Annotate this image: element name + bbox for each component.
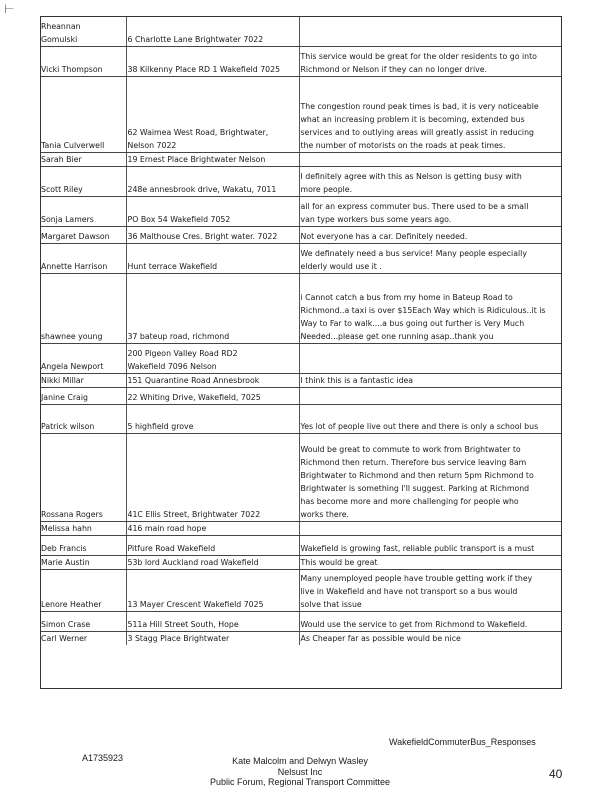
table-row [40,243,562,273]
page-number: 40 [549,767,563,781]
table-row [40,152,562,166]
comment-cell: Many unemployed people have trouble getting work if they live in Wakefield and have not transport so a bus would solve that issue [299,569,562,611]
footer-organisation: Nelsust Inc [277,766,323,777]
respondent-name-cell: Sarah Bier [40,152,126,166]
comment-cell: I definitely agree with this as Nelson is getting busy with more people. [299,166,562,196]
address-cell: 37 bateup road, richmond [126,273,299,343]
comment-cell: Yes lot of people live out there and there is only a school bus [299,404,562,433]
comment-cell: Wakefield is growing fast, reliable public transport is a must [299,535,562,555]
table-row [40,404,562,433]
table-row [40,196,562,226]
comment-cell: all for an express commuter bus. There used to be a small van type workers bus some years ago. [299,196,562,226]
comment-cell: Would be great to commute to work from Brightwater to Richmond then return. Therefore bus service leaving 8am Brightwater to Richmond and then return 5pm Richmond to Brightwater is something I'll suggest. Parking at Richmond has become more and more challenging for people who works there. [299,433,562,521]
comment-cell: I think this is a fantastic idea [299,373,562,387]
respondent-name-cell: Marie Austin [40,555,126,569]
respondent-name-cell: Tania Culverwell [40,76,126,152]
address-cell: 200 Pigeon Valley Road RD2 Wakefield 7096 Nelson [126,343,299,373]
respondent-name-cell: Angela Newport [40,343,126,373]
table-row [40,433,562,521]
table-row [40,521,562,535]
comment-cell [299,387,562,404]
address-cell: 6 Charlotte Lane Brightwater 7022 [126,16,299,46]
respondent-name-cell: Rossana Rogers [40,433,126,521]
address-cell: Pitfure Road Wakefield [126,535,299,555]
respondent-name-cell: Deb Francis [40,535,126,555]
address-cell: PO Box 54 Wakefield 7052 [126,196,299,226]
responses-table [40,16,562,645]
comment-cell [299,152,562,166]
respondent-name-cell: Sonja Lamers [40,196,126,226]
table-row [40,273,562,343]
corner-scan-mark: ⊢ [4,2,15,16]
address-cell: 19 Ernest Place Brightwater Nelson [126,152,299,166]
respondent-name-cell: Janine Craig [40,387,126,404]
respondent-name-cell: Scott Riley [40,166,126,196]
respondent-name-cell: Vicki Thompson [40,46,126,76]
address-cell: 5 highfield grove [126,404,299,433]
table-row [40,387,562,404]
table-row [40,76,562,152]
table-row [40,611,562,631]
comment-cell: As Cheaper far as possible would be nice [299,631,562,645]
address-cell: 248e annesbrook drive, Wakatu, 7011 [126,166,299,196]
comment-cell: This would be great [299,555,562,569]
comment-cell: i Cannot catch a bus from my home in Bateup Road to Richmond..a taxi is over $15Each Way which is Ridiculous..it is Way to Far to walk....a bus going out further is Very Much Needed...please get one running asap..thank you [299,273,562,343]
table-row [40,569,562,611]
comment-cell [299,521,562,535]
footer-authors: Kate Malcolm and Delwyn Wasley [232,756,368,766]
respondent-name-cell: Rheannan Gomulski [40,16,126,46]
table-row [40,373,562,387]
respondent-name-cell: Simon Crase [40,611,126,631]
footer-attribution [180,756,420,788]
address-cell: Hunt terrace Wakefield [126,243,299,273]
table-row [40,343,562,373]
document-title: WakefieldCommuterBus_Responses [389,737,536,747]
address-cell: 416 main road hope [126,521,299,535]
table-row [40,16,562,46]
respondent-name-cell: Lenore Heather [40,569,126,611]
respondent-name-cell: Patrick wilson [40,404,126,433]
respondent-name-cell: Nikki Millar [40,373,126,387]
address-cell: 41C Ellis Street, Brightwater 7022 [126,433,299,521]
respondent-name-cell: Annette Harrison [40,243,126,273]
address-cell: 151 Quarantine Road Annesbrook [126,373,299,387]
address-cell: 22 Whiting Drive, Wakefield, 7025 [126,387,299,404]
address-cell: 3 Stagg Place Brightwater [126,631,299,645]
table-row [40,166,562,196]
comment-cell: The congestion round peak times is bad, it is very noticeable what an increasing problem it is becoming, extended bus services and to outlying areas will greatly assist in reducing the number of motorists on the roads at peak times. [299,76,562,152]
table-row [40,555,562,569]
respondent-name-cell: shawnee young [40,273,126,343]
respondent-name-cell: Melissa hahn [40,521,126,535]
footer-meeting: Public Forum, Regional Transport Committee [209,777,391,787]
address-cell: 62 Waimea West Road, Brightwater, Nelson 7022 [126,76,299,152]
address-cell: 38 Kilkenny Place RD 1 Wakefield 7025 [126,46,299,76]
document-reference: A1735923 [82,753,124,763]
table-row [40,226,562,243]
table-row [40,631,562,645]
comment-cell: We definately need a bus service! Many people especially elderly would use it . [299,243,562,273]
respondent-name-cell: Margaret Dawson [40,226,126,243]
address-cell: 13 Mayer Crescent Wakefield 7025 [126,569,299,611]
address-cell: 511a Hill Street South, Hope [126,611,299,631]
address-cell: 53b lord Auckland road Wakefield [126,555,299,569]
comment-cell: Would use the service to get from Richmond to Wakefield. [299,611,562,631]
comment-cell: This service would be great for the older residents to go into Richmond or Nelson if they can no longer drive. [299,46,562,76]
table-row [40,535,562,555]
respondent-name-cell: Carl Werner [41,634,88,643]
comment-cell [299,343,562,373]
address-cell: 36 Malthouse Cres. Bright water. 7022 [126,226,299,243]
comment-cell: Not everyone has a car. Definitely needed. [299,226,562,243]
comment-cell [299,16,562,46]
table-row [40,46,562,76]
